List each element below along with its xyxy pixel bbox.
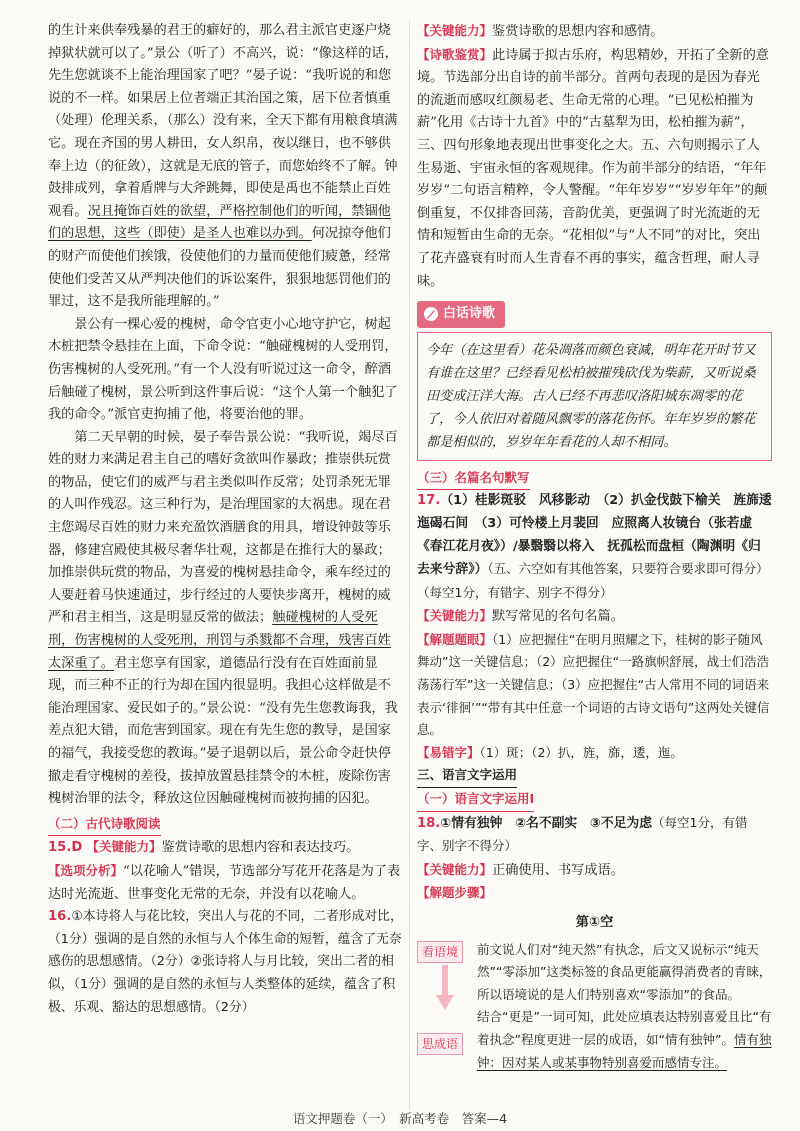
question-17-typos: 【易错字】（1）斑；（2）扒，旌，旆，逶，迤。: [417, 744, 683, 760]
question-18-steps: 【解题步骤】: [417, 885, 493, 901]
step-2-text: 结合“更是”一词可知，此处应填表达特别喜爱且比“有着执念”程度更进一层的成语，如“情有独钟”。情有独钟：因对某人或某事物特别喜爱而感情专注。: [477, 1009, 772, 1070]
poem-translation-box: 今年（在这里看）花朵凋落而颜色衰减，明年花开时节又有谁在这里？已经看见松柏被摧残砍伐为柴薪，又听说桑田变成汪洋大海。古人已经不再悲叹洛阳城东凋零的花了，今人依旧对着随风飘零的落花伤怀。年年岁岁的繁花都是相似的，岁岁年年看花的人却不相同。: [417, 332, 772, 461]
translation-paragraph-1: 的生计来供奉残暴的君王的癖好的，那么君主派官吏逐户烧掉狱状就可以了。”景公（听了）不高兴，说：“像这样的话，先生您就谈不上能治理国家了吧？”晏子说：“我听说的和您说的不一样。如果居上位者端正其治国之策，居下位者慎重（处理）伦理关系，（那么）没有来，全天下都有用粮食填满它。现在齐国的男人耕田，女人织帛，夜以继日，也不够供奉上边（的征敛），这就是无底的管子，而您始终不了解。钟鼓排成列，拿着盾牌与大斧跳舞，即使是禹也不能禁止百姓观看。况且掩饰百姓的欲望，严格控制他们的听闻，禁锢他们的思想，这些（即使）是圣人也难以办到。何况掠夺他们的财产而使他们挨饿，役使他们的力量而使他们疲惫，经常使他们受苦又从严判决他们的诉讼案件，狠狠地惩罚他们的罪过，这不是我所能理解的。”: [48, 23, 398, 310]
idiom-definition: 情有独钟：因对某人或某事物特别喜爱而感情专注。: [477, 1031, 772, 1070]
page-footer: 语文押题卷（一） 新高考卷 答案—4: [292, 1111, 508, 1126]
arrow-down-icon: [435, 965, 455, 1011]
ability-line: 【关键能力】鉴赏诗歌的思想内容和感情。: [417, 23, 664, 39]
poem-translation-header: [417, 301, 772, 328]
section-ancient-poetry: （二）古代诗歌阅读: [48, 813, 403, 837]
question-18: 18.①情有独钟 ②名不副实 ③不足为虑（每空1分，有错字、别字不得分）: [417, 814, 748, 854]
question-16: 16.①本诗将人与花比较，突出人与花的不同，二者形成对比，（1分）强调的是自然的永恒与人个体生命的短暂，蕴含了无奈感伤的思想感情。（2分）②张诗将人与月比较，突出二者的相似，（1分）强调的是自然的永恒与人类整体的延续，蕴含了积极、乐观、豁达的思想感情。（2分）: [48, 909, 403, 1015]
key-sentence-underline: 况且掩饰百姓的欲望，严格控制他们的听闻，禁锢他们的思想，这些（即使）是圣人也难以办到。: [48, 203, 391, 242]
right-column: [417, 20, 772, 1074]
section-famous-lines: （三）名篇名句默写: [417, 467, 772, 491]
section-language-use: 三、语言文字运用: [417, 764, 772, 788]
question-15: 15.D 【关键能力】鉴赏诗歌的思想内容和表达技巧。: [48, 839, 360, 856]
question-18-ability: 【关键能力】正确使用、书写成语。: [417, 861, 624, 878]
question-17: 17.（1）桂影斑驳 风移影动 （2）扒金伐鼓下榆关 旌旆逶迤碣石间 （3）可怜楼上月裴回 应照离人妆镜台（张若虚《春江花月夜》）/暴翳翳以将入 抚孤松而盘桓（陶渊明《归去来兮辞》）（五、六空如有其他答案，只要符合要求即可得分）（每空1分，有错字、别字不得分）: [417, 493, 772, 600]
step-title: 第①空: [575, 915, 614, 930]
quill-icon: [423, 306, 439, 322]
question-15-analysis: 【选项分析】“以花喻人”错误，节选部分写花开花落是为了表达时光流逝、世事变化无常的无奈，并没有以花喻人。: [48, 862, 401, 902]
section-language-use-1: （一）语言文字运用Ⅰ: [417, 788, 772, 812]
poem-appreciation: 【诗歌鉴赏】此诗属于拟古乐府，构思精妙，开拓了全新的意境。节选部分出自诗的前半部分。首两句表现的是因为春光的流逝而感叹红颜易老、生命无常的心理。“已见松柏摧为薪”化用《古诗十九首》中的“古墓犁为田，松柏摧为薪”，三、四句形象地表现出世事变化之大。五、六句则揭示了人生易逝、宇宙永恒的客观规律。作为前半部分的结语，“年年岁岁”二句语言精粹，令人警醒。“年年岁岁”“岁岁年年”的颠倒重复，不仅排沓回荡，音韵优美，更强调了时光流逝的无情和短暂由生命的无奈。“花相似”与“人不同”的对比，突出了花卉盛衰有时而人生青春不再的事实，蕴含哲理，耐人寻味。: [417, 46, 769, 289]
question-17-ability: 【关键能力】默写常见的名句名篇。: [417, 608, 624, 625]
step-1-text: 前文说人们对“纯天然”有执念，后文又说标示“纯天然”“零添加”这类标签的食品更能赢得消费者的青睐，所以语境说的是人们特别喜欢“零添加”的食品。: [477, 941, 772, 1002]
poem-badge: 白话诗歌: [417, 301, 505, 328]
question-17-key: 【解题题眼】（1）应把握住“在明月照耀之下，桂树的影子随风舞动”这一关键信息；（2）应把握住“一路旗帜舒展，战士们浩浩荡荡行军”这一关键信息；（3）应把握住“古人常用不同的词语来表示‘徘徊’”“带有其中任意一个词语的古诗文语句”这两处关键信息。: [417, 631, 770, 738]
steps-flow: [417, 939, 772, 1075]
column-divider: [409, 20, 410, 1110]
step-label-idiom: 思成语: [417, 1033, 463, 1055]
translation-paragraph-3: 第二天早朝的时候，晏子奉告景公说：“我听说，竭尽百姓的财力来满足君主自己的嗜好贪欲叫作暴政；推崇供玩赏的物品，使它们的威严与君主类似叫作反常；处罚杀死无罪的人叫作残忍。这三种行为，是治理国家的大祸患。现在君主您竭尽百姓的财力来充盈饮酒膳食的用具，增设钟鼓等乐器，修建宫殿使其极尽奢华壮观，这都是在推行大的暴政；加推崇供玩赏的物品，为喜爱的槐树悬挂命令，乘车经过的人要赶着马快速通过，步行经过的人要快步离开，槐树的威严和君主相当，这是明显反常的做法；触碰槐树的人受死刑，伤害槐树的人受死刑，刑罚与杀戮都不合理，残害百姓太深重了。君主您享有国家，道德品行没有在百姓面前显现，而三种不正的行为却在国内很显明。我担心这样做是不能治理国家、爱民如子的。”景公说：“没有先生您教诲我，我差点犯大错，而危害到国家。现在有先生您的教导，是国家的福气，我接受您的教诲。”晏子退朝以后，景公命令赶快停撤走看守槐树的差役，拔掉放置悬挂禁令的木桩，废除伤害槐树治罪的法令，释放这位因触碰槐树而被拘捕的囚犯。: [48, 429, 398, 807]
key-sentence-underline-2: 触碰槐树的人受死刑，伤害槐树的人受死刑，刑罚与杀戮都不合理，残害百姓太深重了。: [48, 610, 391, 671]
left-column: [48, 20, 403, 1019]
translation-paragraph-2: 景公有一棵心爱的槐树，命令官吏小心地守护它，树起木桩把禁令悬挂在上面，下命令说：“触碰槐树的人受刑罚，伤害槐树的人受死刑。”有一个人没有听说过这一命令，醉酒后触碰了槐树，景公听到这件事后说：“这个人第一个触犯了我的命令。”派官吏拘捕了他，将要治他的罪。: [48, 316, 398, 423]
step-label-context: 看语境: [417, 941, 463, 963]
